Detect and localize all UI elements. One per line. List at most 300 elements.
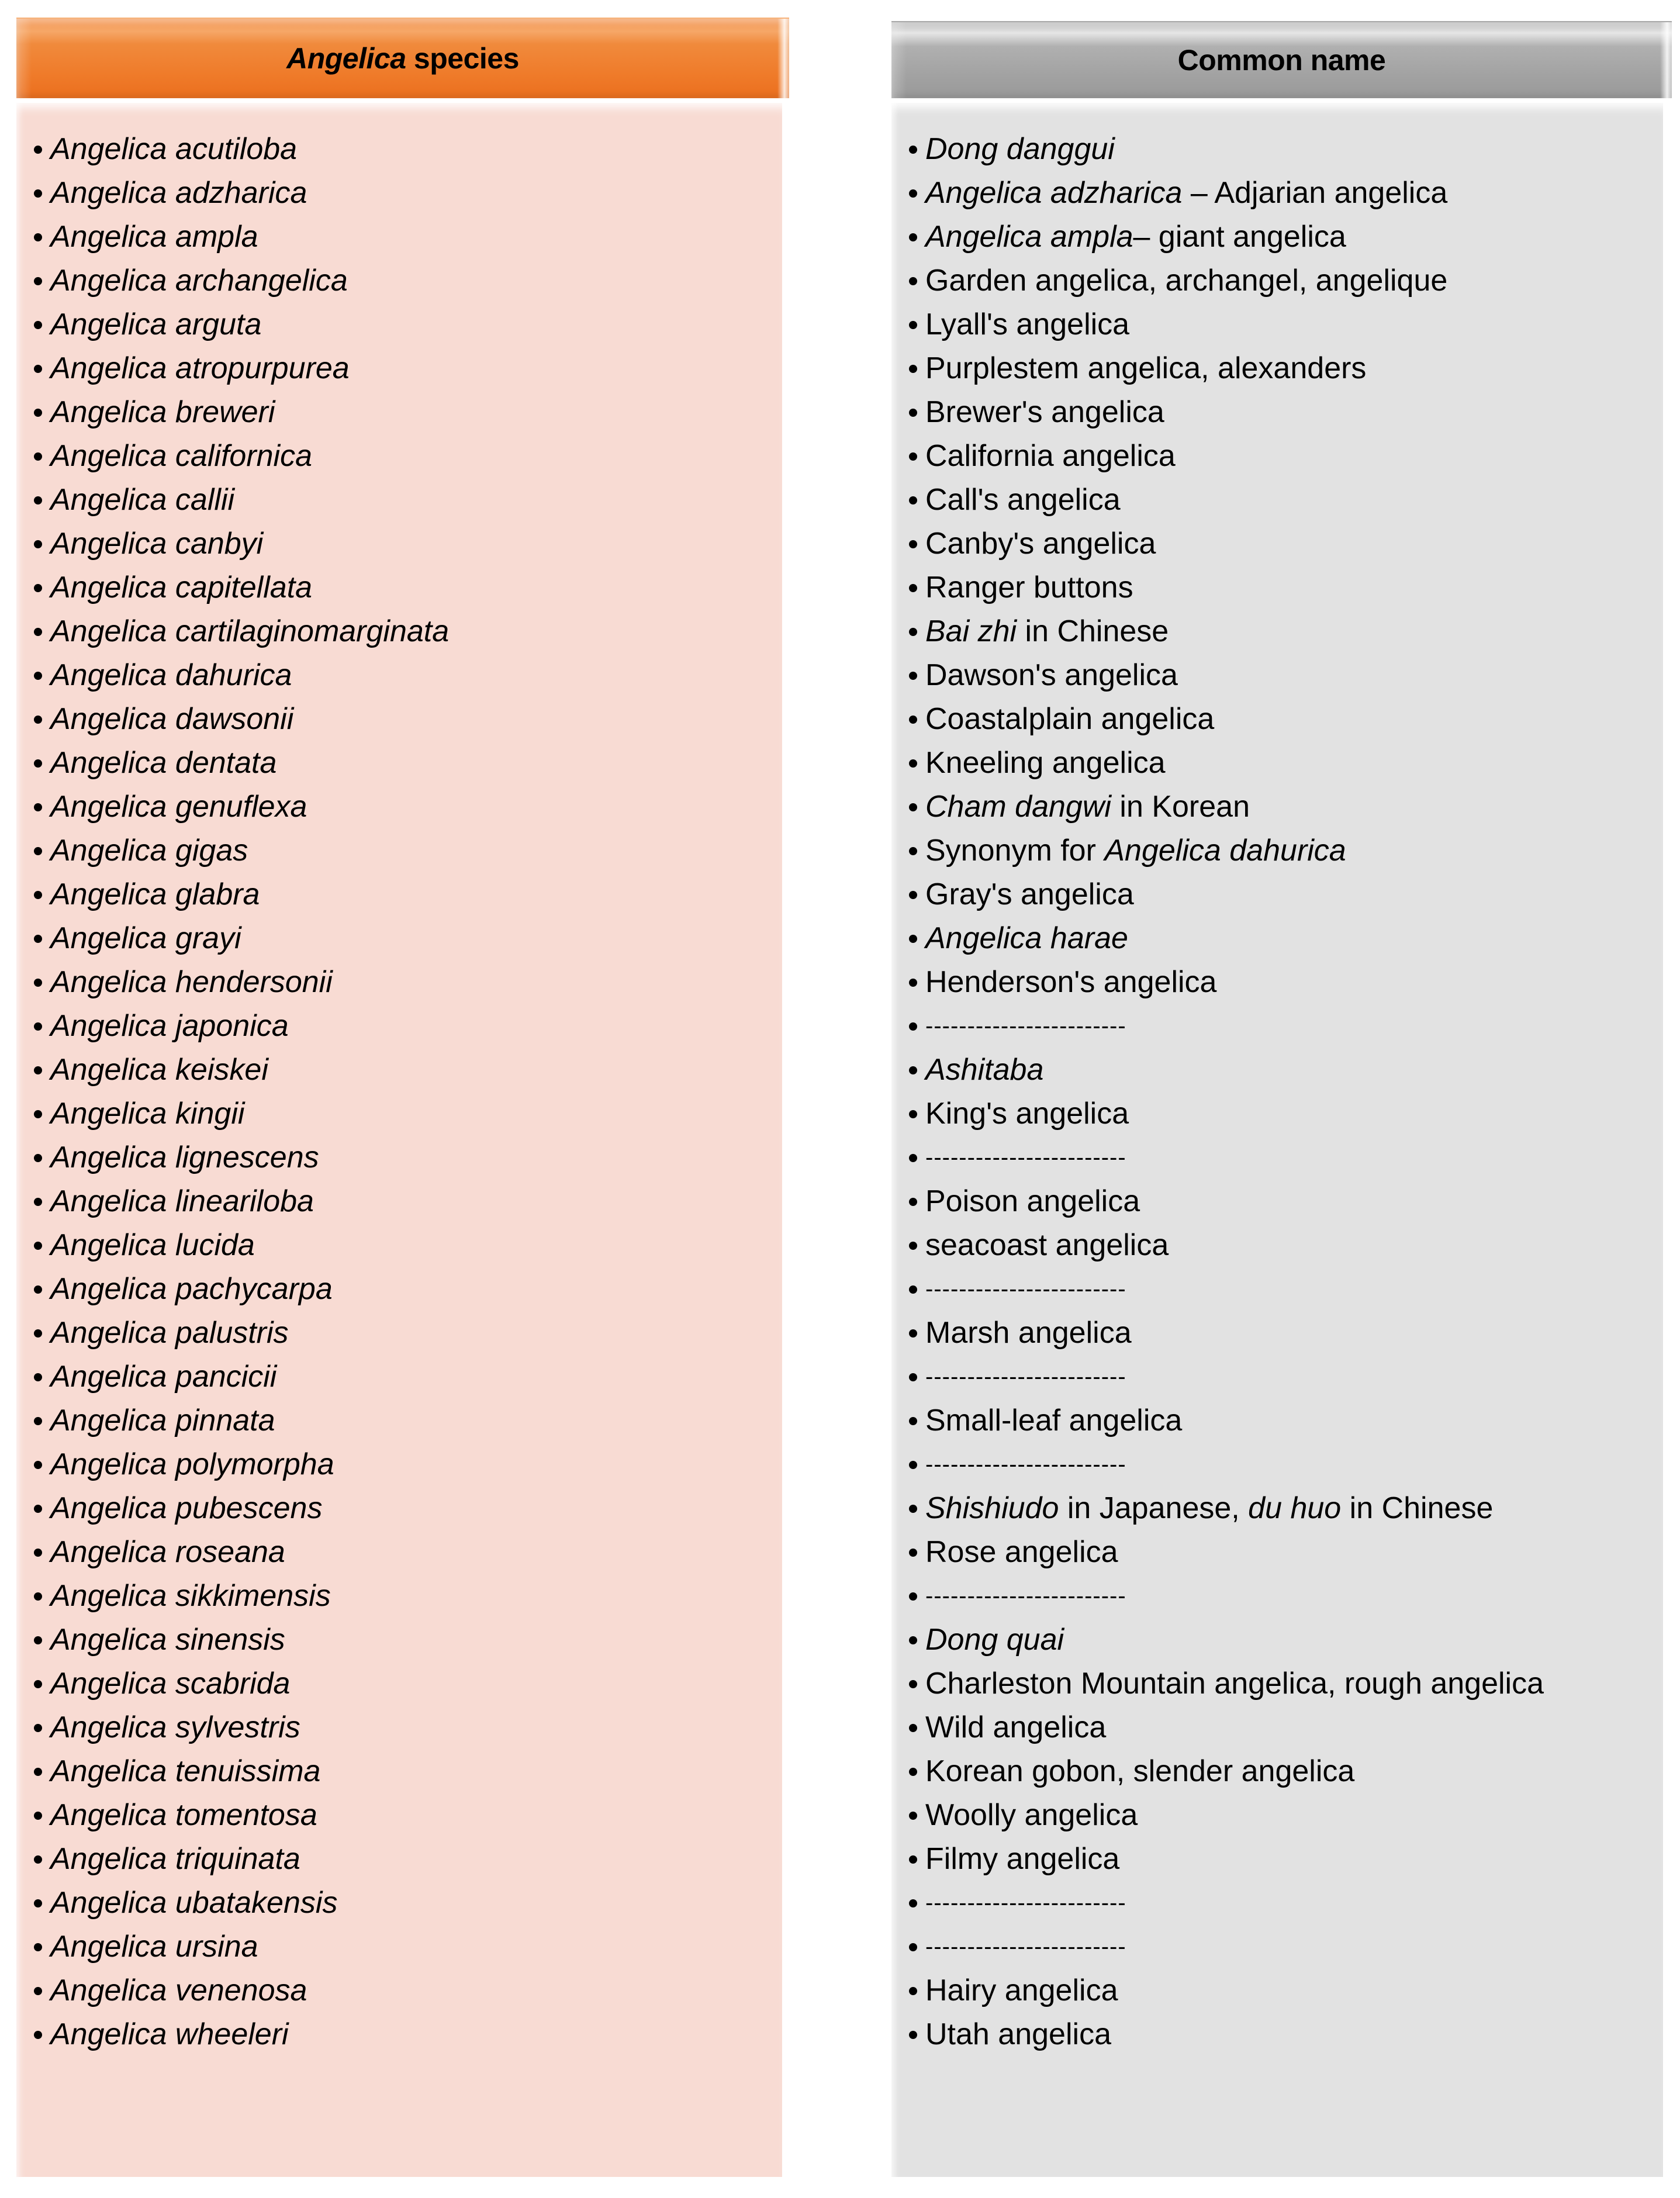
genus-text: Angelica bbox=[50, 1930, 167, 1964]
common-name-text: Poison angelica bbox=[925, 1184, 1140, 1218]
species-name bbox=[50, 566, 312, 610]
common-name-list-item bbox=[909, 697, 1544, 741]
bullet-icon bbox=[34, 1022, 42, 1031]
species-name bbox=[50, 1311, 289, 1355]
bullet-icon bbox=[909, 1066, 917, 1074]
bullet-icon bbox=[909, 1592, 917, 1601]
common-name-text: in Japanese, bbox=[1059, 1491, 1249, 1525]
bullet-icon bbox=[909, 584, 917, 592]
genus-text: Angelica bbox=[50, 1535, 167, 1569]
common-name-list-item bbox=[909, 303, 1544, 347]
species-list-item bbox=[34, 1180, 449, 1224]
bullet-icon bbox=[34, 1242, 42, 1250]
genus-text: Angelica bbox=[50, 658, 167, 692]
bullet-icon bbox=[909, 189, 917, 198]
epithet-text: sylvestris bbox=[175, 1710, 300, 1744]
bullet-icon bbox=[34, 2031, 42, 2039]
bullet-icon bbox=[909, 233, 917, 241]
common-name-list-item bbox=[909, 610, 1544, 654]
genus-text: Angelica bbox=[50, 1053, 167, 1087]
common-name-text: Brewer's angelica bbox=[925, 395, 1164, 429]
genus-text: Angelica bbox=[50, 1579, 167, 1613]
common-name-list-item bbox=[909, 960, 1544, 1004]
epithet-text: ampla bbox=[175, 220, 258, 254]
genus-text: Angelica bbox=[50, 132, 167, 166]
bullet-icon bbox=[909, 146, 917, 154]
common-name-text: du huo bbox=[1248, 1491, 1342, 1525]
bullet-icon bbox=[34, 146, 42, 154]
genus-text: Angelica bbox=[50, 614, 167, 648]
species-list-item bbox=[34, 347, 449, 390]
epithet-text: venenosa bbox=[175, 1974, 307, 2007]
common-name-text: Marsh angelica bbox=[925, 1316, 1132, 1350]
common-name-list-item bbox=[909, 127, 1544, 171]
genus-text: Angelica bbox=[50, 834, 167, 868]
species-list-item bbox=[34, 829, 449, 873]
common-name-list-item bbox=[909, 478, 1544, 522]
common-name-list-item bbox=[909, 1530, 1544, 1574]
bullet-icon bbox=[909, 891, 917, 899]
bullet-icon bbox=[909, 2031, 917, 2039]
bullet-icon bbox=[34, 409, 42, 417]
species-list-item bbox=[34, 566, 449, 610]
epithet-text: ubatakensis bbox=[175, 1886, 338, 1920]
bullet-icon bbox=[34, 584, 42, 592]
bullet-icon bbox=[909, 1505, 917, 1513]
bullet-icon bbox=[34, 233, 42, 241]
species-name bbox=[50, 917, 241, 960]
common-name-list-item bbox=[909, 1662, 1544, 1706]
species-name bbox=[50, 741, 276, 785]
bullet-icon bbox=[34, 1680, 42, 1688]
bullet-icon bbox=[909, 716, 917, 724]
epithet-text: lucida bbox=[175, 1228, 255, 1262]
common-name-list-item bbox=[909, 1399, 1544, 1443]
bullet-icon bbox=[34, 1154, 42, 1162]
common-name-text: Woolly angelica bbox=[925, 1798, 1138, 1832]
species-list-item bbox=[34, 1399, 449, 1443]
genus-text: Angelica bbox=[50, 1404, 167, 1437]
species-name bbox=[50, 1793, 317, 1837]
species-name bbox=[50, 1180, 314, 1224]
bullet-icon bbox=[34, 1417, 42, 1425]
genus-text: Angelica bbox=[50, 921, 167, 955]
common-name-list-item bbox=[909, 1004, 1544, 1048]
common-name-list-item bbox=[909, 1136, 1544, 1180]
bullet-icon bbox=[909, 1768, 917, 1776]
epithet-text: pachycarpa bbox=[175, 1272, 333, 1306]
placeholder-dashes: ------------------------ bbox=[925, 1890, 1126, 1916]
bullet-icon bbox=[909, 452, 917, 461]
common-name-column-body bbox=[891, 103, 1663, 2177]
species-list-item bbox=[34, 1750, 449, 1793]
species-name bbox=[50, 873, 260, 917]
species-name bbox=[50, 829, 248, 873]
epithet-text: pubescens bbox=[175, 1491, 323, 1525]
common-name-text: Bai zhi bbox=[925, 614, 1017, 648]
common-name-list-item bbox=[909, 1706, 1544, 1750]
placeholder-dashes: ------------------------ bbox=[925, 1145, 1126, 1170]
bullet-icon bbox=[34, 321, 42, 329]
species-name bbox=[50, 478, 234, 522]
bullet-icon bbox=[34, 1549, 42, 1557]
epithet-text: acutiloba bbox=[175, 132, 298, 166]
common-name-text: Filmy angelica bbox=[925, 1842, 1120, 1876]
species-name bbox=[50, 1837, 300, 1881]
species-column-body bbox=[16, 103, 782, 2177]
common-name-text: Ranger buttons bbox=[925, 571, 1133, 604]
bullet-icon bbox=[34, 1943, 42, 1951]
common-name-list-item bbox=[909, 347, 1544, 390]
bullet-icon bbox=[34, 1285, 42, 1294]
common-name-column-header bbox=[891, 21, 1672, 98]
bullet-icon bbox=[34, 1636, 42, 1644]
bullet-icon bbox=[34, 1198, 42, 1206]
common-name-text: Purplestem angelica, alexanders bbox=[925, 351, 1367, 385]
common-name-text: Shishiudo bbox=[925, 1491, 1059, 1525]
bullet-icon bbox=[34, 847, 42, 855]
common-name-list-item bbox=[909, 785, 1544, 829]
species-name bbox=[50, 1487, 322, 1530]
epithet-text: lineariloba bbox=[175, 1184, 314, 1218]
common-name-list-item bbox=[909, 1311, 1544, 1355]
placeholder-dashes: ------------------------ bbox=[925, 1276, 1126, 1302]
species-name bbox=[50, 1004, 289, 1048]
genus-text: Angelica bbox=[50, 220, 167, 254]
common-name-list-item bbox=[909, 1443, 1544, 1487]
common-name-list-item bbox=[909, 1048, 1544, 1092]
common-name-text: Henderson's angelica bbox=[925, 965, 1217, 999]
species-name bbox=[50, 2013, 289, 2057]
bullet-icon bbox=[909, 1242, 917, 1250]
common-name-list-item bbox=[909, 654, 1544, 697]
bullet-icon bbox=[34, 1461, 42, 1469]
epithet-text: capitellata bbox=[175, 571, 313, 604]
bullet-icon bbox=[34, 628, 42, 636]
common-name-text: Ashitaba bbox=[925, 1053, 1044, 1087]
species-name bbox=[50, 960, 333, 1004]
common-name-list-item bbox=[909, 1487, 1544, 1530]
species-name bbox=[50, 610, 449, 654]
genus-text: Angelica bbox=[50, 1886, 167, 1920]
genus-text: Angelica bbox=[50, 1316, 167, 1350]
species-name bbox=[50, 1574, 331, 1618]
common-name-list-item bbox=[909, 1355, 1544, 1399]
species-name bbox=[50, 1443, 334, 1487]
epithet-text: dawsonii bbox=[175, 702, 294, 736]
epithet-text: keiskei bbox=[175, 1053, 268, 1087]
bullet-icon bbox=[34, 1724, 42, 1732]
epithet-text: triquinata bbox=[175, 1842, 300, 1876]
bullet-icon bbox=[909, 1899, 917, 1907]
species-list-item bbox=[34, 1267, 449, 1311]
bullet-icon bbox=[909, 759, 917, 768]
genus-text: Angelica bbox=[50, 1667, 167, 1701]
common-name-list-item bbox=[909, 1574, 1544, 1618]
species-list-item bbox=[34, 127, 449, 171]
bullet-icon bbox=[34, 716, 42, 724]
genus-text: Angelica bbox=[50, 1754, 167, 1788]
species-name bbox=[50, 1136, 319, 1180]
placeholder-dashes: ------------------------ bbox=[925, 1451, 1126, 1477]
common-name-text: seacoast angelica bbox=[925, 1228, 1169, 1262]
species-name bbox=[50, 785, 307, 829]
bullet-icon bbox=[909, 847, 917, 855]
bullet-icon bbox=[909, 1636, 917, 1644]
epithet-text: breweri bbox=[175, 395, 275, 429]
common-name-text: Coastalplain angelica bbox=[925, 702, 1215, 736]
bullet-icon bbox=[909, 628, 917, 636]
common-name-list-item bbox=[909, 215, 1544, 259]
common-name-list-item bbox=[909, 390, 1544, 434]
species-list-item bbox=[34, 1881, 449, 1925]
species-list-item bbox=[34, 785, 449, 829]
genus-text: Angelica bbox=[50, 351, 167, 385]
epithet-text: canbyi bbox=[175, 527, 264, 561]
epithet-text: hendersonii bbox=[175, 965, 333, 999]
epithet-text: pancicii bbox=[175, 1360, 277, 1394]
common-name-list-item bbox=[909, 259, 1544, 303]
species-list-item bbox=[34, 1487, 449, 1530]
species-name bbox=[50, 1706, 300, 1750]
common-name-list-item bbox=[909, 522, 1544, 566]
bullet-icon bbox=[909, 1987, 917, 1995]
bullet-icon bbox=[909, 1461, 917, 1469]
common-name-text: – Adjarian angelica bbox=[1182, 176, 1448, 210]
epithet-text: gigas bbox=[175, 834, 248, 868]
epithet-text: sinensis bbox=[175, 1623, 285, 1657]
species-list-item bbox=[34, 1004, 449, 1048]
genus-text: Angelica bbox=[50, 2017, 167, 2051]
species-name bbox=[50, 1224, 255, 1267]
genus-text: Angelica bbox=[50, 439, 167, 473]
common-name-list-item bbox=[909, 1881, 1544, 1925]
species-list-item bbox=[34, 1925, 449, 1969]
common-name-list-item bbox=[909, 1267, 1544, 1311]
species-list-item bbox=[34, 1574, 449, 1618]
common-name-text: Wild angelica bbox=[925, 1710, 1107, 1744]
species-name bbox=[50, 434, 312, 478]
genus-text: Angelica bbox=[50, 1228, 167, 1262]
genus-text: Angelica bbox=[50, 877, 167, 911]
bullet-icon bbox=[34, 277, 42, 285]
common-name-list-item bbox=[909, 1180, 1544, 1224]
common-name-list-item bbox=[909, 2013, 1544, 2057]
common-name-list-item bbox=[909, 741, 1544, 785]
species-list-item bbox=[34, 1969, 449, 2013]
genus-text: Angelica bbox=[50, 1842, 167, 1876]
genus-text: Angelica bbox=[50, 1710, 167, 1744]
genus-text: Angelica bbox=[50, 1623, 167, 1657]
genus-text: Angelica bbox=[50, 264, 167, 298]
common-name-text: Dawson's angelica bbox=[925, 658, 1178, 692]
bullet-icon bbox=[909, 321, 917, 329]
species-list-item bbox=[34, 960, 449, 1004]
placeholder-dashes: ------------------------ bbox=[925, 1364, 1126, 1390]
bullet-icon bbox=[34, 1855, 42, 1864]
bullet-icon bbox=[909, 1943, 917, 1951]
common-name-text: Korean gobon, slender angelica bbox=[925, 1754, 1355, 1788]
bullet-icon bbox=[909, 935, 917, 943]
common-name-list-item bbox=[909, 1793, 1544, 1837]
species-list-item bbox=[34, 697, 449, 741]
common-name-text: Hairy angelica bbox=[925, 1974, 1118, 2007]
bullet-icon bbox=[909, 277, 917, 285]
species-name bbox=[50, 1662, 290, 1706]
genus-text: Angelica bbox=[50, 307, 167, 341]
common-name-text: in Korean bbox=[1111, 790, 1250, 824]
bullet-icon bbox=[34, 803, 42, 811]
species-name bbox=[50, 697, 293, 741]
species-name bbox=[50, 347, 350, 390]
species-name bbox=[50, 1618, 285, 1662]
species-list-item bbox=[34, 303, 449, 347]
common-name-text: in Chinese bbox=[1017, 614, 1169, 648]
common-name-list-item bbox=[909, 1925, 1544, 1969]
species-list-item bbox=[34, 1662, 449, 1706]
common-name-list-item bbox=[909, 873, 1544, 917]
epithet-text: sikkimensis bbox=[175, 1579, 331, 1613]
common-name-text: Angelica dahurica bbox=[1104, 834, 1346, 868]
epithet-text: wheeleri bbox=[175, 2017, 289, 2051]
epithet-text: tomentosa bbox=[175, 1798, 317, 1832]
species-name bbox=[50, 522, 263, 566]
epithet-text: adzharica bbox=[175, 176, 307, 210]
species-list-item bbox=[34, 478, 449, 522]
species-list-item bbox=[34, 873, 449, 917]
genus-text: Angelica bbox=[50, 965, 167, 999]
species-name bbox=[50, 1969, 307, 2013]
species-list-item bbox=[34, 1793, 449, 1837]
species-list-item bbox=[34, 917, 449, 960]
epithet-text: japonica bbox=[175, 1009, 289, 1043]
species-list-item bbox=[34, 1136, 449, 1180]
species-list-item bbox=[34, 1443, 449, 1487]
genus-text: Angelica bbox=[50, 1360, 167, 1394]
common-name-list-item bbox=[909, 1618, 1544, 1662]
epithet-text: dahurica bbox=[175, 658, 292, 692]
bullet-icon bbox=[909, 1855, 917, 1864]
bullet-icon bbox=[34, 189, 42, 198]
bullet-icon bbox=[909, 1549, 917, 1557]
common-name-text: Rose angelica bbox=[925, 1535, 1118, 1569]
common-name-header-label: Common name bbox=[1177, 44, 1386, 77]
common-name-text: King's angelica bbox=[925, 1097, 1129, 1131]
bullet-icon bbox=[909, 1110, 917, 1118]
genus-text: Angelica bbox=[50, 1141, 167, 1174]
species-list-item bbox=[34, 171, 449, 215]
species-name bbox=[50, 1048, 268, 1092]
epithet-text: atropurpurea bbox=[175, 351, 350, 385]
species-list-item bbox=[34, 434, 449, 478]
species-list-item bbox=[34, 1355, 449, 1399]
bullet-icon bbox=[909, 409, 917, 417]
species-name bbox=[50, 390, 275, 434]
epithet-text: arguta bbox=[175, 307, 262, 341]
common-name-text: California angelica bbox=[925, 439, 1176, 473]
common-name-text: in Chinese bbox=[1341, 1491, 1494, 1525]
epithet-text: roseana bbox=[175, 1535, 285, 1569]
species-list-item bbox=[34, 1224, 449, 1267]
species-list-item bbox=[34, 1837, 449, 1881]
genus-text: Angelica bbox=[50, 1798, 167, 1832]
epithet-text: callii bbox=[175, 483, 235, 517]
epithet-text: scabrida bbox=[175, 1667, 291, 1701]
common-name-list-item bbox=[909, 1224, 1544, 1267]
common-name-list-item bbox=[909, 566, 1544, 610]
genus-text: Angelica bbox=[50, 1974, 167, 2007]
bullet-icon bbox=[34, 672, 42, 680]
bullet-icon bbox=[34, 935, 42, 943]
species-name bbox=[50, 1881, 337, 1925]
genus-text: Angelica bbox=[50, 1272, 167, 1306]
bullet-icon bbox=[34, 1812, 42, 1820]
genus-text: Angelica bbox=[50, 571, 167, 604]
common-name-list-item bbox=[909, 171, 1544, 215]
epithet-text: cartilaginomarginata bbox=[175, 614, 450, 648]
species-name bbox=[50, 303, 261, 347]
genus-text: Angelica bbox=[50, 483, 167, 517]
bullet-icon bbox=[909, 365, 917, 373]
species-name bbox=[50, 1092, 244, 1136]
common-name-text: Canby's angelica bbox=[925, 527, 1156, 561]
genus-text: Angelica bbox=[50, 527, 167, 561]
species-list-item bbox=[34, 1311, 449, 1355]
bullet-icon bbox=[909, 540, 917, 548]
bullet-icon bbox=[909, 979, 917, 987]
common-name-text: Garden angelica, archangel, angelique bbox=[925, 264, 1448, 298]
genus-text: Angelica bbox=[50, 1097, 167, 1131]
genus-text: Angelica bbox=[50, 1009, 167, 1043]
species-list-item bbox=[34, 741, 449, 785]
bullet-icon bbox=[909, 1724, 917, 1732]
bullet-icon bbox=[34, 1373, 42, 1381]
header-genus-label: Angelica bbox=[286, 42, 406, 75]
bullet-icon bbox=[34, 1899, 42, 1907]
genus-text: Angelica bbox=[50, 790, 167, 824]
species-list-item bbox=[34, 259, 449, 303]
species-list-item bbox=[34, 654, 449, 697]
epithet-text: archangelica bbox=[175, 264, 348, 298]
species-list-item bbox=[34, 1618, 449, 1662]
bullet-icon bbox=[909, 496, 917, 504]
common-name-list-item bbox=[909, 1837, 1544, 1881]
species-name bbox=[50, 127, 297, 171]
species-name bbox=[50, 654, 292, 697]
species-list bbox=[34, 127, 449, 2057]
common-name-text: Synonym for bbox=[925, 834, 1105, 868]
species-name bbox=[50, 171, 307, 215]
common-name-text: Dong danggui bbox=[925, 132, 1115, 166]
common-name-text: Utah angelica bbox=[925, 2017, 1111, 2051]
genus-text: Angelica bbox=[50, 395, 167, 429]
genus-text: Angelica bbox=[50, 1447, 167, 1481]
bullet-icon bbox=[909, 1417, 917, 1425]
bullet-icon bbox=[909, 803, 917, 811]
common-name-list-item bbox=[909, 1969, 1544, 2013]
genus-text: Angelica bbox=[50, 746, 167, 780]
common-name-list-item bbox=[909, 829, 1544, 873]
common-name-text: Small-leaf angelica bbox=[925, 1404, 1183, 1437]
common-name-text: Dong quai bbox=[925, 1623, 1064, 1657]
bullet-icon bbox=[909, 1680, 917, 1688]
species-name bbox=[50, 1355, 276, 1399]
bullet-icon bbox=[909, 1198, 917, 1206]
epithet-text: ursina bbox=[175, 1930, 258, 1964]
bullet-icon bbox=[909, 672, 917, 680]
epithet-text: palustris bbox=[175, 1316, 289, 1350]
species-list-item bbox=[34, 1706, 449, 1750]
